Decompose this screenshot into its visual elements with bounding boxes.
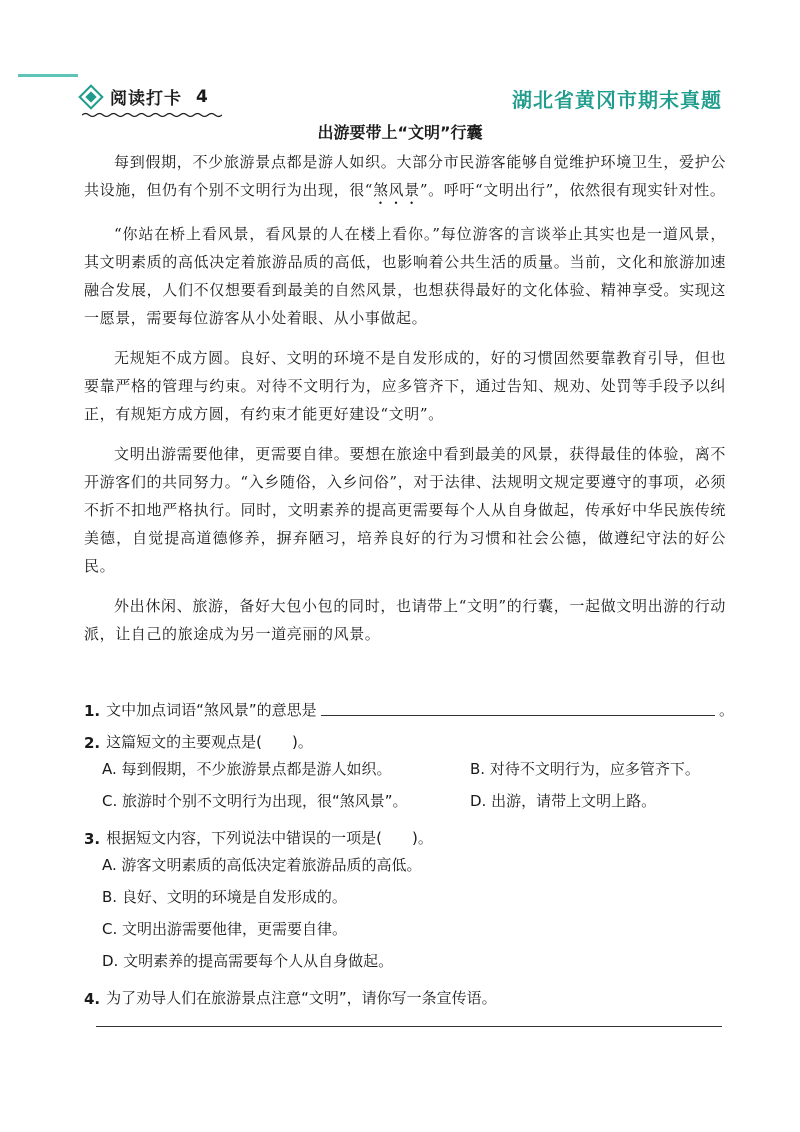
- page-header: [82, 84, 722, 118]
- question-3-text: 根据短文内容，下列说法中错误的一项是( )。: [106, 829, 433, 847]
- question-2-option-d[interactable]: D. 出游，请带上文明上路。: [470, 791, 657, 810]
- paragraph-4: 文明出游需要他律，更需要自律。要想在旅途中看到最美的风景，获得最佳的体验，离不开游客们的共同努力。“入乡随俗，入乡问俗”，对于法律、法规明文规定要遵守的事项，必须不折不扣地严格执行。同时，文明素养的提高更需要每个人从自身做起，传承好中华民族传统美德，自觉提高道德修养，摒弃陋习，培养良好的行为习惯和社会公德，做遵纪守法的好公民。: [84, 445, 726, 575]
- question-3: [84, 816, 734, 848]
- question-2-option-c[interactable]: C. 旅游时个别不文明行为出现，很“煞风景”。: [102, 791, 408, 810]
- section-number: 4: [196, 86, 208, 107]
- wavy-underline: [82, 112, 222, 118]
- article-title: 出游要带上“文明”行囊: [317, 123, 483, 142]
- questions-section: [84, 688, 734, 1008]
- question-2: [84, 720, 734, 752]
- question-3-option-b[interactable]: B. 良好、文明的环境是自发形成的。: [102, 887, 347, 906]
- question-3-number: 3.: [84, 830, 101, 848]
- question-1-text: 文中加点词语“煞风景”的意思是: [106, 701, 317, 719]
- question-1-answer-blank[interactable]: [321, 714, 715, 716]
- paragraph-5: 外出休闲、旅游，备好大包小包的同时，也请带上“文明”的行囊，一起做文明出游的行动派，让自己的旅途成为另一道亮丽的风景。: [84, 597, 726, 643]
- dotted-word: 煞风景: [373, 181, 420, 199]
- question-2-text: 这篇短文的主要观点是( )。: [106, 733, 313, 751]
- paragraph-1-part-b: ”。呼吁“文明出行”，依然很有现实针对性。: [419, 181, 726, 199]
- diamond-icon: [78, 84, 103, 109]
- question-2-options-row-2: [84, 784, 734, 816]
- question-2-options-row-1: [84, 752, 734, 784]
- paragraph-1-part-a: 每到假期，不少旅游景点都是游人如织。大部分市民游客能够自觉维护环境卫生，爱护公共设施，但仍有个别不文明行为出现，很“: [84, 153, 726, 199]
- article-body: [84, 148, 726, 660]
- question-1: [84, 688, 734, 720]
- question-4-number: 4.: [84, 990, 101, 1008]
- question-3-option-d[interactable]: D. 文明素养的提高需要每个人从自身做起。: [102, 951, 394, 970]
- question-4-text: 为了劝导人们在旅游景点注意“文明”，请你写一条宣传语。: [106, 989, 497, 1007]
- question-3-option-a[interactable]: A. 游客文明素质的高低决定着旅游品质的高低。: [102, 855, 422, 874]
- question-2-option-b[interactable]: B. 对待不文明行为，应多管齐下。: [470, 759, 700, 778]
- question-4-answer-line[interactable]: [96, 1026, 722, 1027]
- paragraph-3: 无规矩不成方圆。良好、文明的环境不是自发形成的，好的习惯固然要靠教育引导，但也要靠严格的管理与约束。对待不文明行为，应多管齐下，通过告知、规劝、处罚等手段予以纠正，有规矩方成方圆，有约束才能更好建设“文明”。: [84, 349, 726, 423]
- question-2-number: 2.: [84, 734, 101, 752]
- question-4: [84, 976, 734, 1008]
- question-1-number: 1.: [84, 702, 101, 720]
- header-left: [82, 84, 208, 109]
- top-accent-bar: [18, 74, 78, 77]
- question-2-option-a[interactable]: A. 每到假期，不少旅游景点都是游人如织。: [102, 759, 392, 778]
- exam-source: 湖北省黄冈市期末真题: [512, 88, 722, 112]
- question-3-option-c[interactable]: C. 文明出游需要他律，更需要自律。: [102, 919, 348, 938]
- paragraph-2: “你站在桥上看风景，看风景的人在楼上看你。”每位游客的言谈举止其实也是一道风景，其文明素质的高低决定着旅游品质的高低，也影响着公共生活的质量。当前，文化和旅游加速融合发展，人们不仅想要看到最美的自然风景，也想获得最好的文化体验、精神享受。实现这一愿景，需要每位游客从小处着眼、从小事做起。: [84, 225, 726, 327]
- paragraph-1: [84, 148, 726, 208]
- question-1-end: 。: [718, 701, 734, 719]
- section-label: 阅读打卡: [110, 89, 182, 109]
